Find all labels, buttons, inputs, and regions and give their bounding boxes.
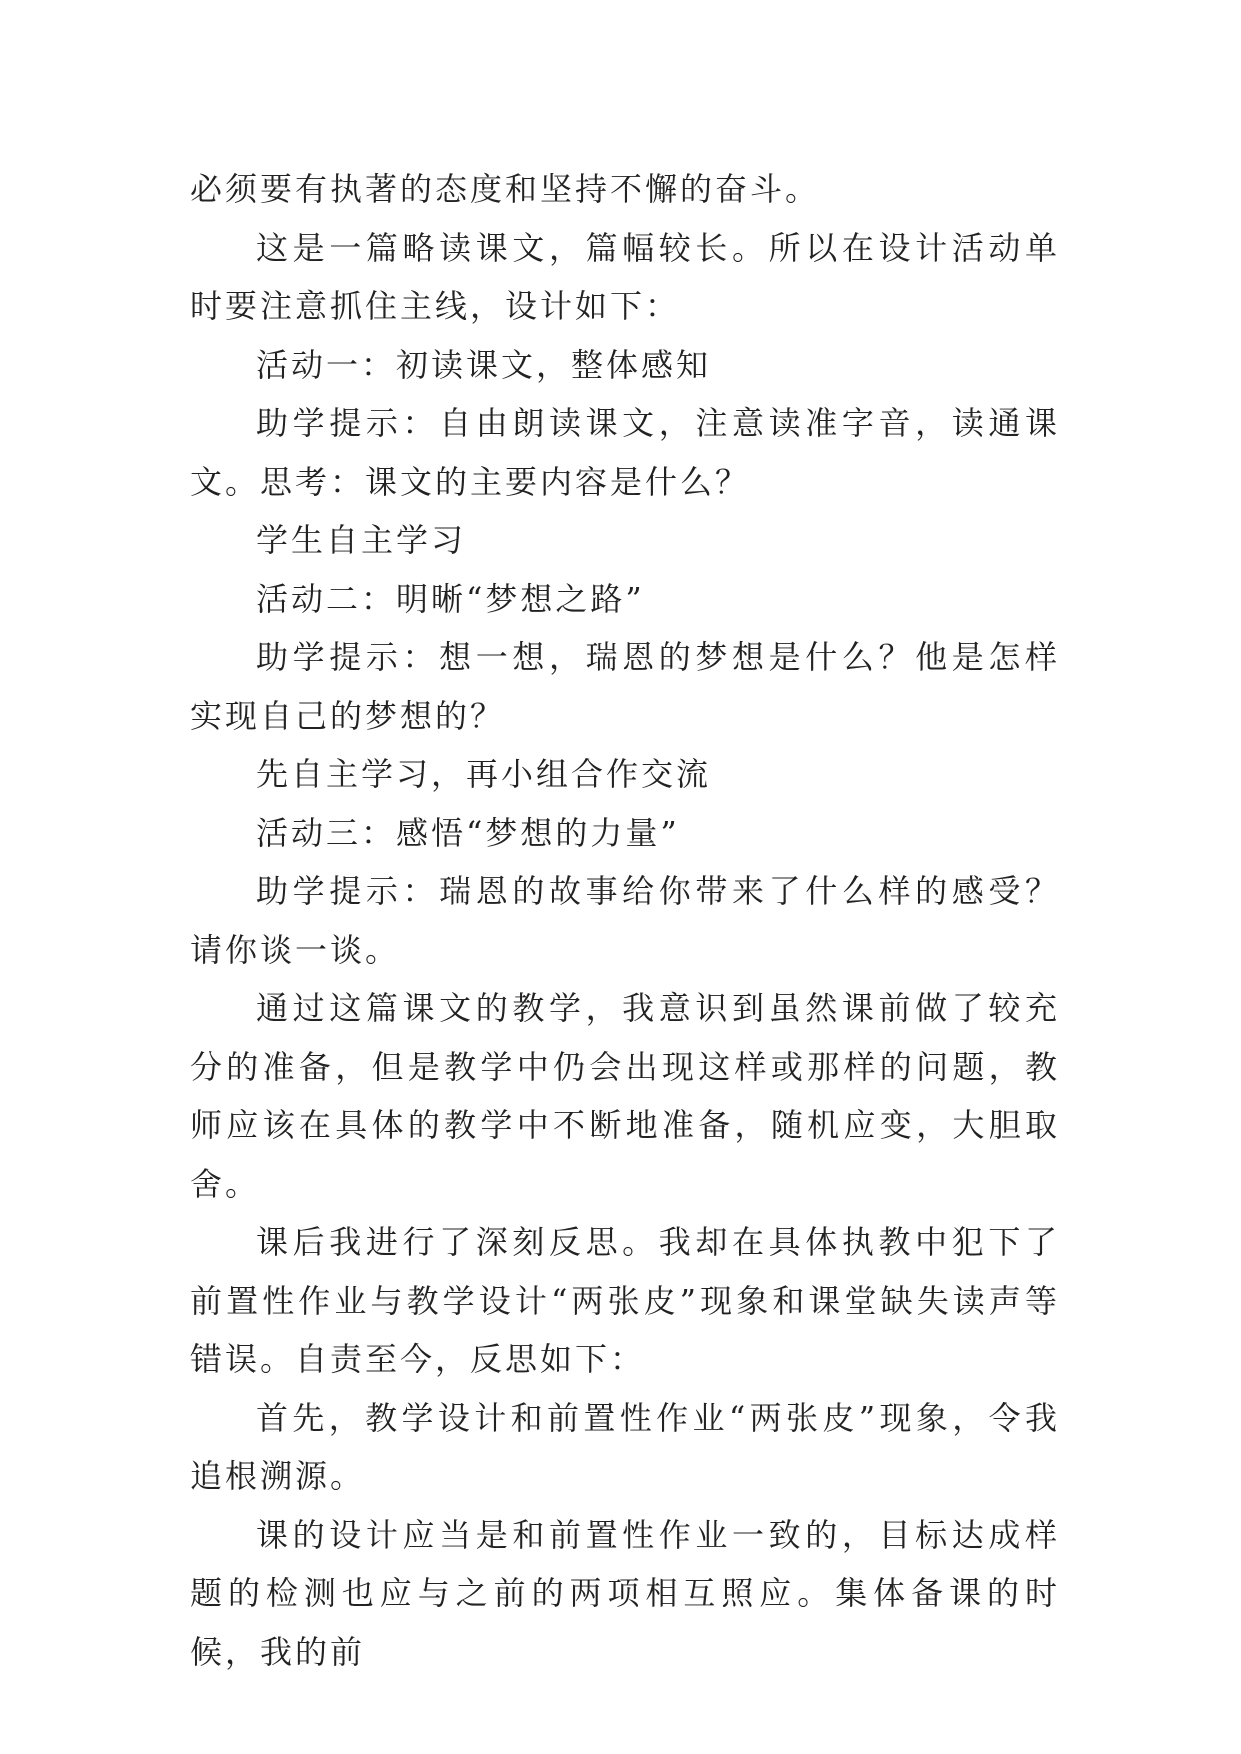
paragraph-4-hint-one: 助学提示：自由朗读课文，注意读准字音，读通课文。思考：课文的主要内容是什么？ <box>190 404 1060 501</box>
paragraph-3-activity-one: 活动一：初读课文，整体感知 <box>256 345 712 384</box>
paragraph-11: 通过这篇课文的教学，我意识到虽然课前做了较充分的准备，但是教学中仍会出现这样或那样的问题，教师应该在具体的教学中不断地准备，随机应变，大胆取舍。 <box>190 989 1060 1203</box>
paragraph-10-hint-three: 助学提示：瑞恩的故事给你带来了什么样的感受？请你谈一谈。 <box>190 872 1060 969</box>
paragraph-5: 学生自主学习 <box>256 521 467 559</box>
paragraph-14: 课的设计应当是和前置性作业一致的，目标达成样题的检测也应与之前的两项相互照应。集体备课的时候，我的前 <box>190 1515 1060 1671</box>
paragraph-9-activity-three: 活动三：感悟“梦想的力量” <box>256 813 680 852</box>
paragraph-1: 必须要有执著的态度和坚持不懈的奋斗。 <box>190 170 821 208</box>
paragraph-8: 先自主学习，再小组合作交流 <box>256 755 712 793</box>
paragraph-6-activity-two: 活动二：明晰“梦想之路” <box>256 579 645 618</box>
paragraph-7-hint-two: 助学提示：想一想，瑞恩的梦想是什么？他是怎样实现自己的梦想的？ <box>190 638 1060 735</box>
paragraph-12: 课后我进行了深刻反思。我却在具体执教中犯下了前置性作业与教学设计“两张皮”现象和课堂缺失读声等错误。自责至今，反思如下： <box>190 1223 1060 1378</box>
document-body <box>190 160 1060 1681</box>
paragraph-2: 这是一篇略读课文，篇幅较长。所以在设计活动单时要注意抓住主线，设计如下： <box>190 228 1060 325</box>
paragraph-13: 首先，教学设计和前置性作业“两张皮”现象，令我追根溯源。 <box>190 1398 1060 1495</box>
